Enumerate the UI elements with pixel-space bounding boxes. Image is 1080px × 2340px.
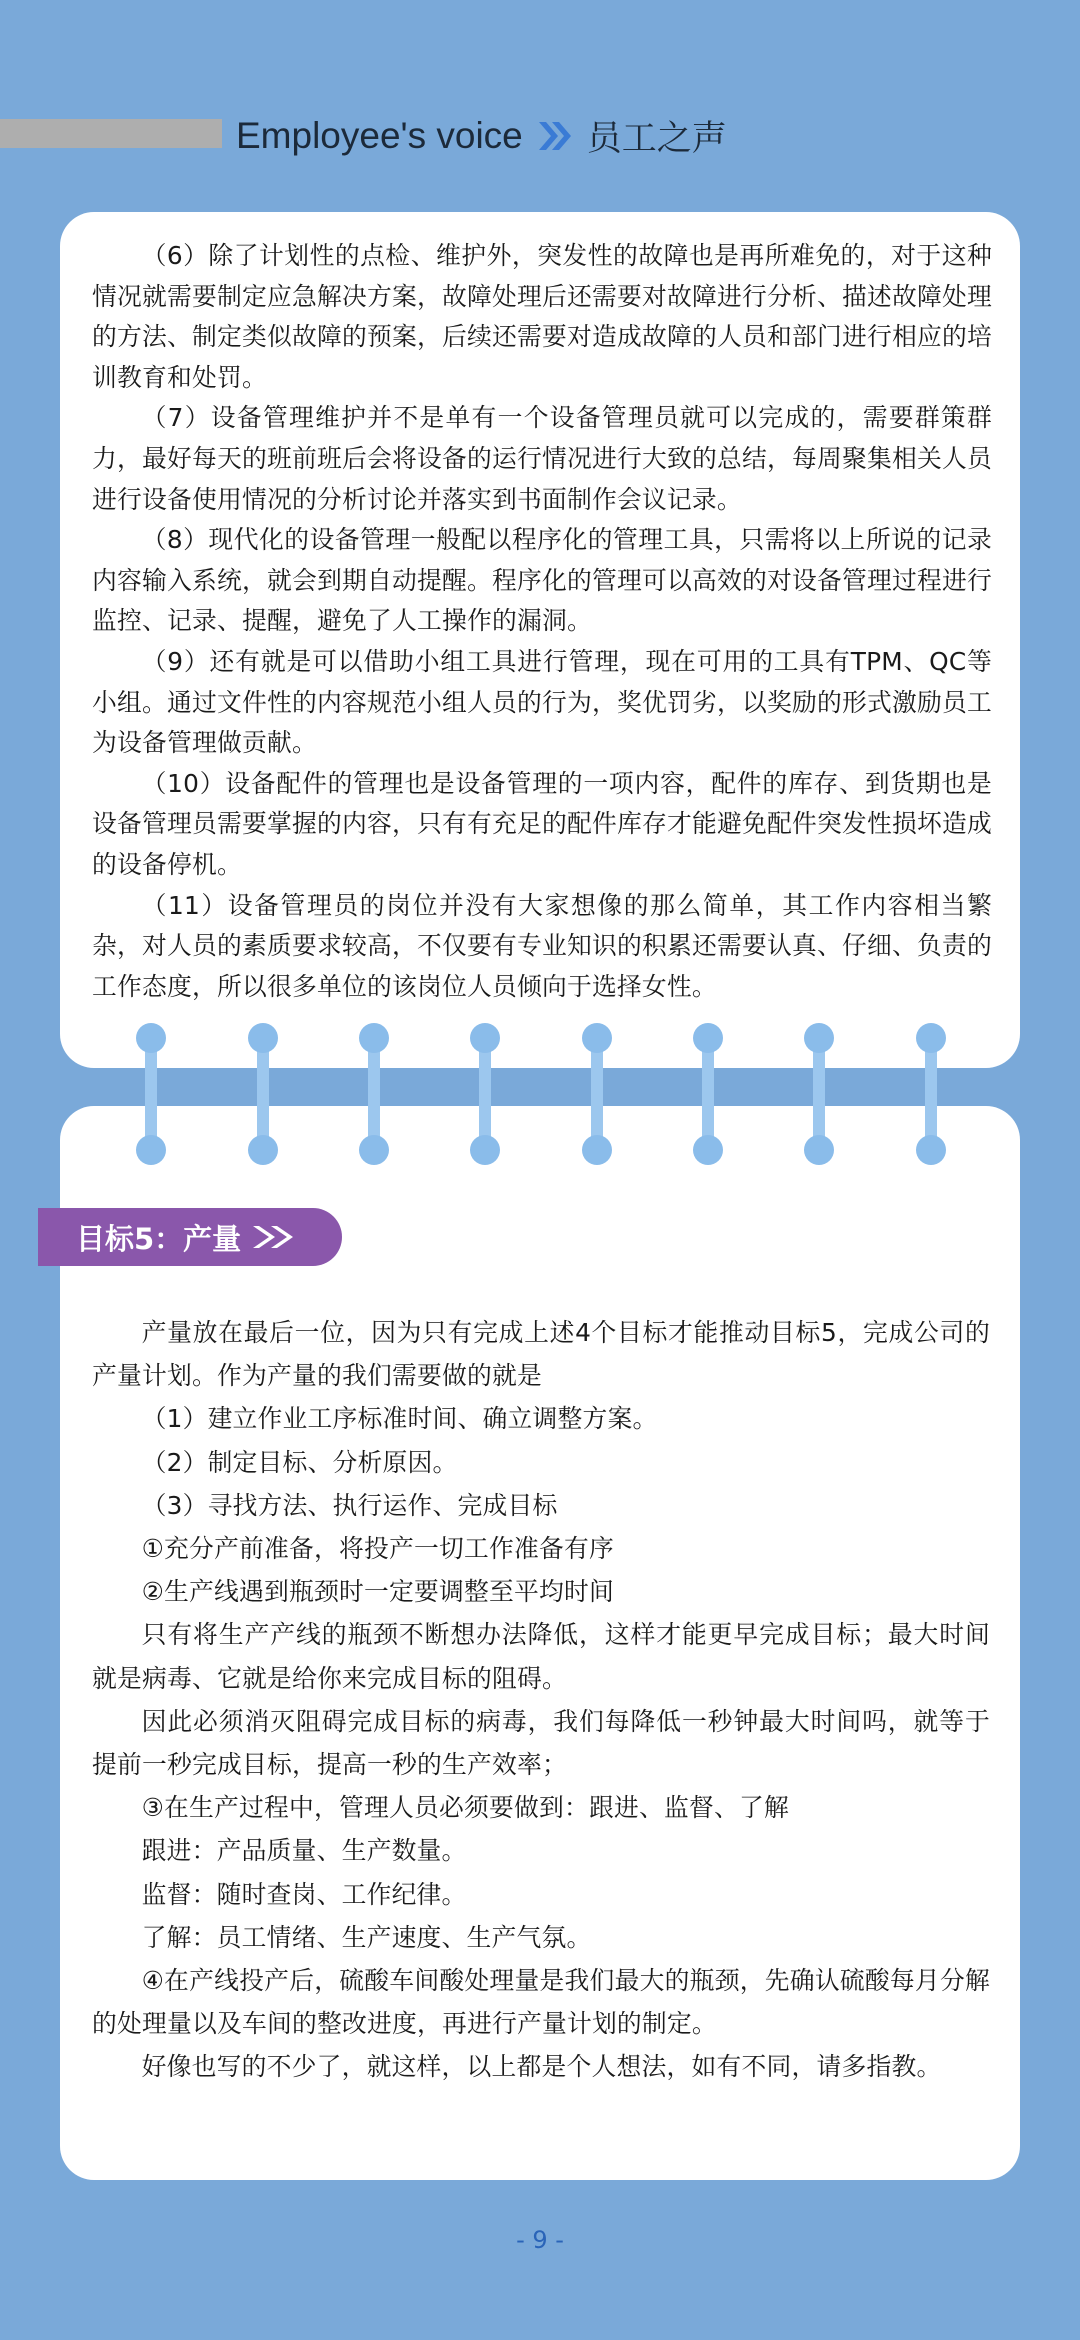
paragraph: （7）设备管理维护并不是单有一个设备管理员就可以完成的，需要群策群力，最好每天的班前班后会将设备的运行情况进行大致的总结，每周聚集相关人员进行设备使用情况的分析讨论并落实到书面制作会议记录。 [92, 403, 992, 514]
goal-label: 目标5：产量 [76, 1221, 242, 1256]
binder-ring [136, 1023, 166, 1165]
paragraph: 只有将生产产线的瓶颈不断想办法降低，这样才能更早完成目标；最大时间就是病毒、它就是给你来完成目标的阻碍。 [92, 1620, 990, 1693]
paragraph: ②生产线遇到瓶颈时一定要调整至平均时间 [141, 1577, 614, 1607]
paragraph: （1）建立作业工序标准时间、确立调整方案。 [141, 1404, 658, 1434]
paragraph: （2）制定目标、分析原因。 [141, 1447, 458, 1477]
paragraph: 好像也写的不少了，就这样，以上都是个人想法，如有不同，请多指教。 [141, 2052, 942, 2082]
paragraph: （9）还有就是可以借助小组工具进行管理，现在可用的工具有TPM、QC等小组。通过文件性的内容规范小组人员的行为，奖优罚劣，以奖励的形式激励员工为设备管理做贡献。 [92, 646, 992, 758]
paragraph: 跟进：产品质量、生产数量。 [141, 1836, 467, 1866]
goal-label-tag [38, 1208, 342, 1266]
paragraph: ①充分产前准备，将投产一切工作准备有序 [141, 1534, 614, 1564]
paragraph: （10）设备配件的管理也是设备管理的一项内容，配件的库存、到货期也是设备管理员需要掌握的内容，只有有充足的配件库存才能避免配件突发性损坏造成的设备停机。 [92, 768, 992, 879]
goal-body-text [92, 1311, 990, 2089]
paragraph: 了解：员工情绪、生产速度、生产气氛。 [141, 1922, 592, 1952]
binder-ring [248, 1023, 278, 1165]
header-gray-bar [0, 119, 222, 148]
double-chevron-right-icon [537, 119, 573, 153]
header-title-en: Employee's voice [236, 115, 523, 156]
paragraph: （11）设备管理员的岗位并没有大家想像的那么简单，其工作内容相当繁杂，对人员的素质要求较高，不仅要有专业知识的积累还需要认真、仔细、负责的工作态度，所以很多单位的该岗位人员倾向于选择女性。 [92, 890, 992, 1001]
paragraph: 产量放在最后一位，因为只有完成上述4个目标才能推动目标5，完成公司的产量计划。作为产量的我们需要做的就是 [92, 1318, 990, 1391]
header-title-cn: 员工之声 [586, 119, 727, 159]
binder-ring [804, 1023, 834, 1165]
paragraph: （6）除了计划性的点检、维护外，突发性的故障也是再所难免的，对于这种情况就需要制定应急解决方案，故障处理后还需要对故障进行分析、描述故障处理的方法、制定类似故障的预案，后续还需要对造成故障的人员和部门进行相应的培训教育和处罚。 [92, 241, 992, 392]
binder-ring [582, 1023, 612, 1165]
binder-ring [693, 1023, 723, 1165]
binder-ring [359, 1023, 389, 1165]
paragraph: ③在生产过程中，管理人员必须要做到：跟进、监督、了解 [141, 1793, 789, 1823]
paragraph: 监督：随时查岗、工作纪律。 [141, 1879, 467, 1909]
paragraph: （8）现代化的设备管理一般配以程序化的管理工具，只需将以上所说的记录内容输入系统，就会到期自动提醒。程序化的管理可以高效的对设备管理过程进行监控、记录、提醒，避免了人工操作的漏洞。 [92, 525, 992, 636]
page-number: - 9 - [516, 2226, 564, 2254]
section-header [236, 110, 727, 162]
paragraph: ④在产线投产后，硫酸车间酸处理量是我们最大的瓶颈，先确认硫酸每月分解的处理量以及车间的整改进度，再进行产量计划的制定。 [92, 1966, 990, 2039]
binder-ring [916, 1023, 946, 1165]
paragraph: 因此必须消灭阻碍完成目标的病毒，我们每降低一秒钟最大时间吗，就等于提前一秒完成目标，提高一秒的生产效率； [92, 1706, 990, 1780]
paragraph: （3）寻找方法、执行运作、完成目标 [141, 1490, 558, 1520]
binder-ring [470, 1023, 500, 1165]
double-arrow-right-icon [251, 1224, 297, 1250]
content-card-top [60, 212, 1020, 1068]
